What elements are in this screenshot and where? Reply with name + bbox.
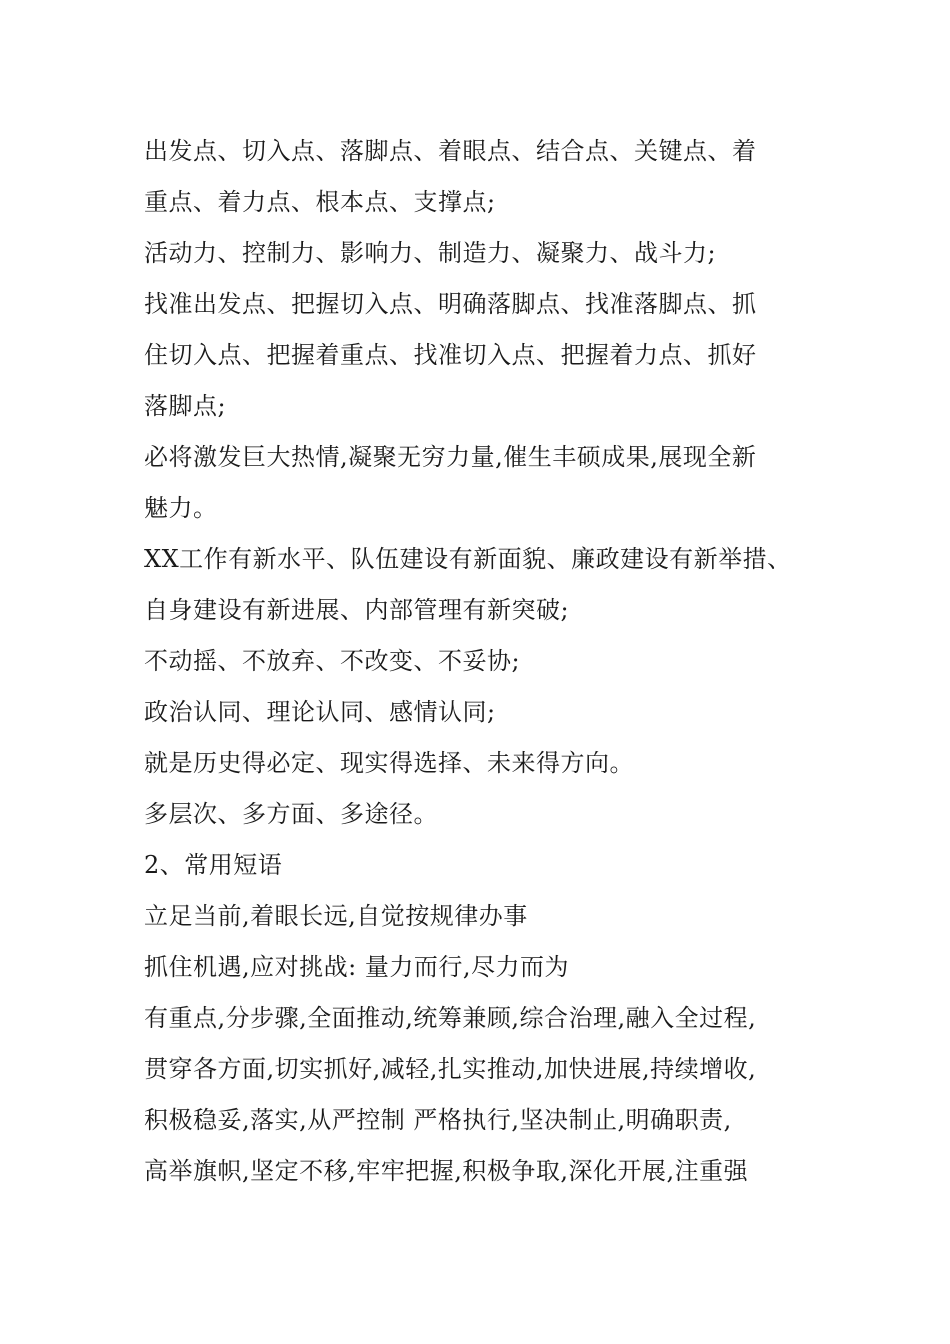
text-line: 落脚点; <box>144 392 227 420</box>
text-line: 积极稳妥,落实,从严控制 严格执行,坚决制止,明确职责, <box>144 1106 732 1134</box>
text-line: 立足当前,着眼长远,自觉按规律办事 <box>144 902 528 930</box>
text-line: 活动力、控制力、影响力、制造力、凝聚力、战斗力; <box>144 239 717 267</box>
text-line: 必将激发巨大热情,凝聚无穷力量,催生丰硕成果,展现全新 <box>144 443 757 471</box>
text-line: 有重点,分步骤,全面推动,统筹兼顾,综合治理,融入全过程, <box>144 1004 757 1032</box>
text-line: 住切入点、把握着重点、找准切入点、把握着力点、抓好 <box>144 341 757 369</box>
text-line: 多层次、多方面、多途径。 <box>144 800 438 828</box>
section-heading: 2、常用短语 <box>144 851 283 879</box>
text-line: 找准出发点、把握切入点、明确落脚点、找准落脚点、抓 <box>144 290 757 318</box>
text-line: 贯穿各方面,切实抓好,减轻,扎实推动,加快进展,持续增收, <box>144 1055 757 1083</box>
text-line: XX工作有新水平、队伍建设有新面貌、廉政建设有新举措、 <box>144 545 792 573</box>
text-line: 魅力。 <box>144 494 218 522</box>
document-body <box>144 126 814 1197</box>
text-line: 政治认同、理论认同、感情认同; <box>144 698 496 726</box>
text-line: 不动摇、不放弃、不改变、不妥协; <box>144 647 521 675</box>
text-line: 高举旗帜,坚定不移,牢牢把握,积极争取,深化开展,注重强 <box>144 1157 749 1185</box>
text-line: 重点、着力点、根本点、支撑点; <box>144 188 496 216</box>
text-line: 就是历史得必定、现实得选择、未来得方向。 <box>144 749 634 777</box>
text-line: 抓住机遇,应对挑战: 量力而行,尽力而为 <box>144 953 569 981</box>
text-line: 出发点、切入点、落脚点、着眼点、结合点、关键点、着 <box>144 137 757 165</box>
text-line: 自身建设有新进展、内部管理有新突破; <box>144 596 570 624</box>
